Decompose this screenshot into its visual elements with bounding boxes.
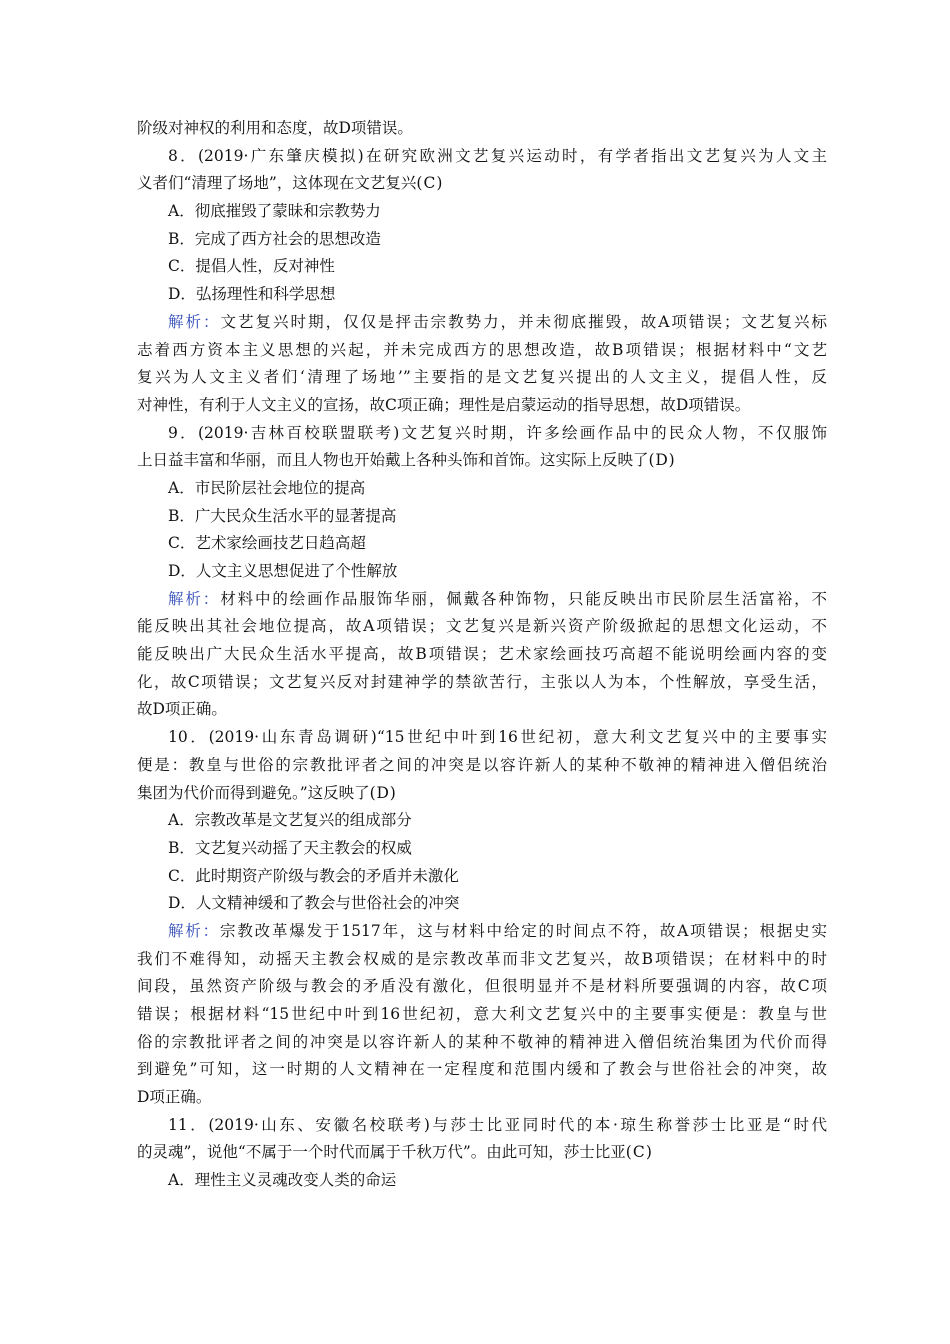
question-8-answer: C (423, 174, 436, 193)
question-9-stem-line-1: 9．(2019·吉林百校联盟联考)文艺复兴时期，许多绘画作品中的民众人物，不仅服饰 (168, 423, 827, 442)
question-8-stem-line-1: 8．(2019·广东肇庆模拟)在研究欧洲文艺复兴运动时，有学者指出文艺复兴为人文主 (168, 146, 827, 165)
question-8-stem-line-2: 义者们“清理了场地”，这体现在文艺复兴(C) (137, 170, 827, 198)
question-8-analysis-line-3: 复兴为人文主义者们‘清理了场地’”主要指的是文艺复兴提出的人文主义，提倡人性，反 (137, 368, 827, 387)
analysis-label: 解析： (168, 921, 220, 940)
question-10-analysis-line-4: 错误；根据材料“15世纪中叶到16世纪初，意大利文艺复兴中的主要事实便是：教皇与世 (137, 1005, 827, 1023)
question-10-analysis-line-7: D项正确。 (137, 1088, 212, 1107)
question-9-analysis-line-4: 化，故C项错误；文艺复兴反对封建神学的禁欲苦行，主张以人为本，个性解放，享受生活， (137, 672, 827, 691)
question-10-option-c: C．此时期资产阶级与教会的矛盾并未激化 (168, 866, 459, 885)
question-8-option-d: D．弘扬理性和科学思想 (168, 285, 336, 304)
question-10-option-a: A．宗教改革是文艺复兴的组成部分 (168, 811, 412, 830)
continued-analysis-line: 阶级对神权的利用和态度，故D项错误。 (137, 119, 413, 137)
analysis-label: 解析： (168, 589, 221, 608)
question-8-option-c: C．提倡人性，反对神性 (168, 257, 335, 276)
question-10-option-b: B．文艺复兴动摇了天主教会的权威 (168, 838, 412, 857)
question-9-option-a: A．市民阶层社会地位的提高 (168, 478, 366, 497)
question-10-analysis-line-1: 解析：宗教改革爆发于1517年，这与材料中给定的时间点不符，故A项错误；根据史实 (168, 921, 827, 940)
question-9-answer: D (655, 451, 668, 470)
question-9-option-d: D．人文主义思想促进了个性解放 (168, 562, 398, 580)
question-11-stem-line-2: 的灵魂”，说他“不属于一个时代而属于千秋万代”。由此可知，莎士比亚(C) (137, 1139, 827, 1167)
analysis-label: 解析： (168, 312, 221, 331)
question-10-stem-line-2: 便是：教皇与世俗的宗教批评者之间的冲突是以容许新人的某种不敬神的精神进入僧侣统治 (137, 755, 827, 774)
question-10-answer: D (376, 783, 389, 802)
question-8-option-a: A．彻底摧毁了蒙昧和宗教势力 (168, 202, 381, 221)
question-10-stem-line-1: 10．(2019·山东青岛调研)“15世纪中叶到16世纪初，意大利文艺复兴中的主要事实 (168, 728, 827, 747)
question-9-stem-line-2: 上日益丰富和华丽，而且人物也开始戴上各种头饰和首饰。这实际上反映了(D) (137, 447, 827, 475)
question-8-analysis-line-4: 对神性，有利于人文主义的宣扬，故C项正确；理性是启蒙运动的指导思想，故D项错误。 (137, 395, 751, 414)
question-10-option-d: D．人文精神缓和了教会与世俗社会的冲突 (168, 894, 460, 913)
question-9-analysis-line-2: 能反映出其社会地位提高，故A项错误；文艺复兴是新兴资产阶级掀起的思想文化运动，不 (137, 617, 827, 636)
question-9-analysis-line-5: 故D项正确。 (137, 700, 227, 719)
document-page (137, 115, 827, 1195)
question-9-option-c: C．艺术家绘画技艺日趋高超 (168, 534, 366, 553)
question-10-analysis-line-6: 到避免”可知，这一时期的人文精神在一定程度和范围内缓和了教会与世俗社会的冲突，故 (137, 1060, 827, 1079)
question-10-analysis-line-5: 俗的宗教批评者之间的冲突是以容许新人的某种不敬神的精神进入僧侣统治集团为代价而得 (137, 1032, 827, 1051)
question-10-stem-line-3: 集团为代价而得到避免。”这反映了(D) (137, 780, 827, 808)
question-9-option-b: B．广大民众生活水平的显著提高 (168, 506, 397, 525)
question-8-analysis-line-2: 志着西方资本主义思想的兴起，并未完成西方的思想改造，故B项错误；根据材料中“文艺 (137, 340, 827, 359)
question-10-analysis-line-2: 我们不难得知，动摇天主教会权威的是宗教改革而非文艺复兴，故B项错误；在材料中的时 (137, 949, 827, 968)
question-9-analysis-line-3: 能反映出广大民众生活水平提高，故B项错误；艺术家绘画技巧高超不能说明绘画内容的变 (137, 645, 827, 664)
question-11-answer: C (632, 1143, 645, 1162)
question-11-stem-line-1: 11．(2019·山东、安徽名校联考)与莎士比亚同时代的本·琼生称誉莎士比亚是“时代 (168, 1115, 827, 1134)
question-8-analysis-line-1: 解析：文艺复兴时期，仅仅是抨击宗教势力，并未彻底摧毁，故A项错误；文艺复兴标 (168, 312, 827, 331)
question-8-option-b: B．完成了西方社会的思想改造 (168, 229, 381, 248)
question-9-analysis-line-1: 解析：材料中的绘画作品服饰华丽，佩戴各种饰物，只能反映出市民阶层生活富裕，不 (168, 589, 827, 608)
question-11-option-a: A．理性主义灵魂改变人类的命运 (168, 1171, 397, 1190)
question-10-analysis-line-3: 间段，虽然资产阶级与教会的矛盾没有激化，但很明显并不是材料所要强调的内容，故C项 (137, 977, 827, 996)
